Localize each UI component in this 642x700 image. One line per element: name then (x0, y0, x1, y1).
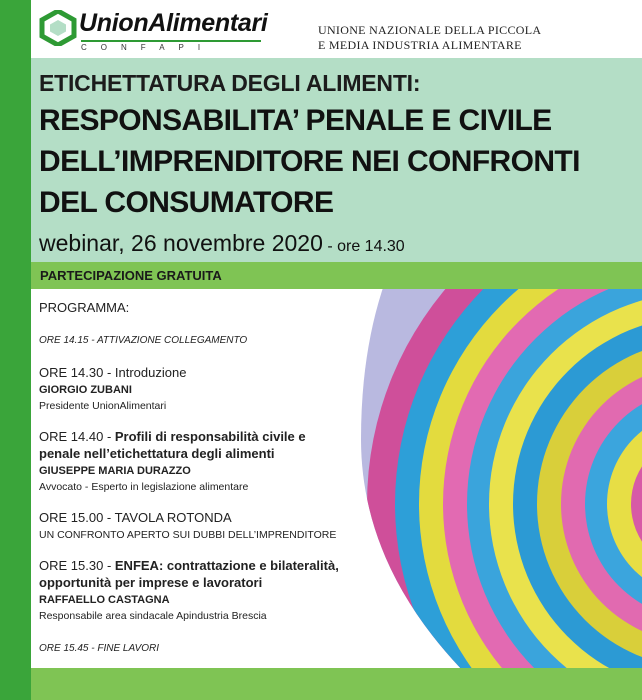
free-participation-text: PARTECIPAZIONE GRATUITA (40, 268, 222, 283)
program-item-intro (39, 365, 186, 381)
role-zubani: Presidente UnionAlimentari (39, 400, 167, 412)
title-line-1: ETICHETTATURA DEGLI ALIMENTI: (39, 70, 421, 96)
logo-hexagon-icon (39, 10, 77, 46)
role-durazzo: Avvocato - Esperto in legislazione alimentare (39, 481, 249, 493)
profili-sep: - (103, 429, 115, 444)
enfea-sep: - (103, 558, 115, 573)
title-band (31, 58, 642, 262)
free-participation-band (31, 262, 642, 289)
program-item-end: ORE 15.45 - FINE LAVORI (39, 643, 160, 654)
tavola-subtitle: UN CONFRONTO APERTO SUI DUBBI DELL’IMPRENDITORE (39, 529, 337, 541)
program-item-enfea-2 (39, 575, 262, 591)
program-item-profili (39, 429, 306, 445)
program-heading: PROGRAMMA: (39, 300, 130, 315)
profili-title-1: Profili di responsabilità civile e (114, 429, 306, 444)
title-line-4: DEL CONSUMATORE (39, 186, 334, 219)
org-line-1: UNIONE NAZIONALE DELLA PICCOLA (318, 23, 542, 37)
logo-wordmark: UnionAlimentari (79, 9, 268, 37)
enfea-time: ORE 15.30 (39, 558, 104, 573)
organization-name (318, 23, 541, 53)
program-item-profili-2 (39, 446, 275, 462)
header (31, 0, 642, 58)
logo-subtitle: CONFAPI (81, 43, 215, 52)
event-date (39, 230, 405, 257)
role-castagna: Responsabile area sindacale Apindustria Brescia (39, 610, 267, 622)
logo-underline (81, 40, 261, 42)
program-item-tavola: ORE 15.00 - TAVOLA ROTONDA (39, 510, 232, 525)
program-item-activation: ORE 14.15 - ATTIVAZIONE COLLEGAMENTO (39, 335, 248, 346)
speaker-durazzo: GIUSEPPE MARIA DURAZZO (39, 465, 191, 477)
enfea-title-2: opportunità per imprese e lavoratori (39, 575, 263, 590)
title-line-3: DELL’IMPRENDITORE NEI CONFRONTI (39, 145, 580, 178)
event-date-text: webinar, 26 novembre 2020 (39, 230, 323, 256)
speaker-castagna: RAFFAELLO CASTAGNA (39, 594, 170, 606)
enfea-title-1: ENFEA: contrattazione e bilateralità, (114, 558, 339, 573)
title-line-2: RESPONSABILITA’ PENALE E CIVILE (39, 104, 552, 137)
left-green-bar (0, 0, 31, 700)
org-line-2: E MEDIA INDUSTRIA ALIMENTARE (318, 38, 522, 52)
speaker-zubani: GIORGIO ZUBANI (39, 384, 132, 396)
event-time: - ore 14.30 (322, 238, 405, 255)
program-section (31, 289, 642, 668)
profili-title-2: penale nell’etichettatura degli alimenti (39, 446, 275, 461)
bottom-band (31, 668, 642, 700)
profili-time: ORE 14.40 (39, 429, 104, 444)
intro-title: - Introduzione (103, 365, 187, 380)
intro-time: ORE 14.30 (39, 365, 104, 380)
program-item-enfea (39, 558, 339, 574)
